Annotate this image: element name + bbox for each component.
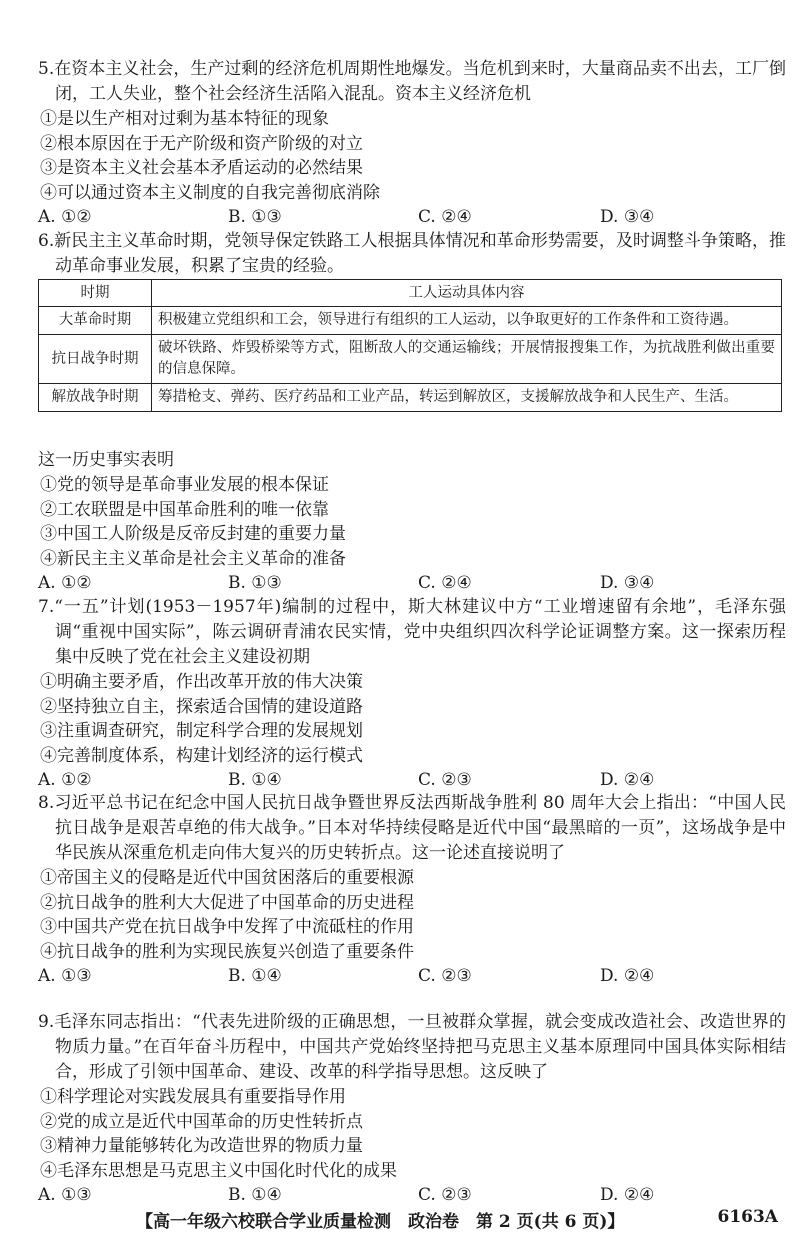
table-row [39,307,782,335]
answer-choice-c: C. ②④ [418,207,472,227]
answer-choice-d: D. ②④ [600,770,655,790]
table-row [39,335,782,384]
answer-choice-b: B. ①④ [228,966,282,986]
table-cell-period: 抗日战争时期 [39,335,152,384]
table-row [39,384,782,412]
table-cell-period: 大革命时期 [39,307,152,335]
answer-choice-a: A. ①③ [38,1185,92,1205]
answer-choice-b: B. ①③ [228,573,282,593]
question-stem: 6.新民主主义革命时期，党领导保定铁路工人根据具体情况和革命形势需要，及时调整斗争策略，推动革命事业发展，积累了宝贵的经验。 [38,231,786,276]
option-statement: ②坚持独立自主，探索适合国情的建设道路 [40,696,363,717]
answer-choice-d: D. ②④ [600,966,655,986]
table-cell-content: 破坏铁路、炸毁桥梁等方式，阻断敌人的交通运输线；开展情报搜集工作，为抗战胜利做出重要的信息保障。 [152,335,782,384]
answer-choices [38,205,786,229]
footer-exam-info: 【高一年级六校联合学业质量检测 政治卷 第 2 页(共 6 页)】 [136,1212,625,1232]
option-statement: ②工农联盟是中国革命胜利的唯一依靠 [40,499,329,520]
answer-choice-c: C. ②③ [418,966,472,986]
answer-choice-d: D. ②④ [600,1185,655,1205]
answer-choice-d: D. ③④ [600,573,655,593]
question-5 [38,57,786,229]
answer-choices [38,571,786,595]
answer-choices [38,964,786,988]
table-cell-content: 筹措枪支、弹药、医疗药品和工业产品，转运到解放区，支援解放战争和人民生产、生活。 [152,384,782,412]
answer-choice-c: C. ②④ [418,573,472,593]
question-7 [38,595,786,792]
answer-choice-a: A. ①② [38,770,92,790]
option-statement: ③中国共产党在抗日战争中发挥了中流砥柱的作用 [40,917,414,937]
table-header-period: 时期 [39,280,152,307]
table-header-row [39,280,782,307]
question-9 [38,1010,786,1207]
answer-choice-b: B. ①④ [228,1185,282,1205]
option-statement: ②党的成立是近代中国革命的历史性转折点 [40,1111,363,1132]
option-statement: ④可以通过资本主义制度的自我完善彻底消除 [40,182,380,203]
option-statement: ①明确主要矛盾，作出改革开放的伟大决策 [40,672,363,692]
answer-choice-c: C. ②③ [418,770,472,790]
answer-choice-a: A. ①③ [38,966,92,986]
answer-choice-a: A. ①② [38,207,92,227]
option-statement: ④新民主主义革命是社会主义革命的准备 [40,548,346,569]
question-stem: 7.“一五”计划(1953－1957年)编制的过程中，斯大林建议中方“工业增速留有余地”，毛泽东强调“重视中国实际”，陈云调研青浦农民实情，党中央组织四次科学论证调整方案。这一探索历程集中反映了党在社会主义建设初期 [38,597,786,667]
option-statement: ③中国工人阶级是反帝反封建的重要力量 [40,524,346,544]
answer-choice-a: A. ①② [38,573,92,593]
question-8 [38,791,786,988]
option-statement: ④抗日战争的胜利为实现民族复兴创造了重要条件 [40,941,414,962]
table-cell-content: 积极建立党组织和工会，领导进行有组织的工人运动，以争取更好的工作条件和工资待遇。 [152,307,782,335]
answer-choice-d: D. ③④ [600,207,655,227]
question-stem-continued: 这一历史事实表明 [38,450,174,470]
question-6 [38,229,786,279]
option-statement: ①是以生产相对过剩为基本特征的现象 [40,109,329,129]
answer-choices [38,768,786,792]
question-6-continued [38,448,786,595]
answer-choice-b: B. ①③ [228,207,282,227]
option-statement: ③精神力量能够转化为改造世界的物质力量 [40,1136,363,1156]
footer-paper-code: 6163A [717,1207,778,1227]
option-statement: ①帝国主义的侵略是近代中国贫困落后的重要根源 [40,868,414,888]
answer-choice-b: B. ①④ [228,770,282,790]
answer-choices [38,1183,786,1207]
table-header-content: 工人运动具体内容 [152,280,782,307]
answer-choice-c: C. ②③ [418,1185,472,1205]
table-cell-period: 解放战争时期 [39,384,152,412]
option-statement: ②根本原因在于无产阶级和资产阶级的对立 [40,133,363,154]
option-statement: ②抗日战争的胜利大大促进了中国革命的历史进程 [40,892,414,913]
option-statement: ①科学理论对实践发展具有重要指导作用 [40,1087,346,1107]
question-stem: 8.习近平总书记在纪念中国人民抗日战争暨世界反法西斯战争胜利 80 周年大会上指出：“中国人民抗日战争是艰苦卓绝的伟大战争。”日本对华持续侵略是近代中国“最黑暗的一页”，这场战争是中华民族从深重危机走向伟大复兴的历史转折点。这一论述直接说明了 [38,793,786,863]
question-stem: 9.毛泽东同志指出：“代表先进阶级的正确思想，一旦被群众掌握，就会变成改造社会、改造世界的物质力量。”在百年奋斗历程中，中国共产党始终坚持把马克思主义基本原理同中国具体实际相结合，形成了引领中国革命、建设、改革的科学指导思想。这反映了 [38,1012,786,1082]
option-statement: ④毛泽东思想是马克思主义中国化时代化的成果 [40,1160,397,1181]
option-statement: ①党的领导是革命事业发展的根本保证 [40,475,329,495]
workers-movement-table [38,279,782,412]
option-statement: ③是资本主义社会基本矛盾运动的必然结果 [40,158,363,178]
option-statement: ④完善制度体系，构建计划经济的运行模式 [40,745,363,766]
page-footer [0,1207,800,1237]
question-stem: 5.在资本主义社会，生产过剩的经济危机周期性地爆发。当危机到来时，大量商品卖不出去，工厂倒闭，工人失业，整个社会经济生活陷入混乱。资本主义经济危机 [38,59,786,104]
option-statement: ③注重调查研究，制定科学合理的发展规划 [40,721,363,741]
